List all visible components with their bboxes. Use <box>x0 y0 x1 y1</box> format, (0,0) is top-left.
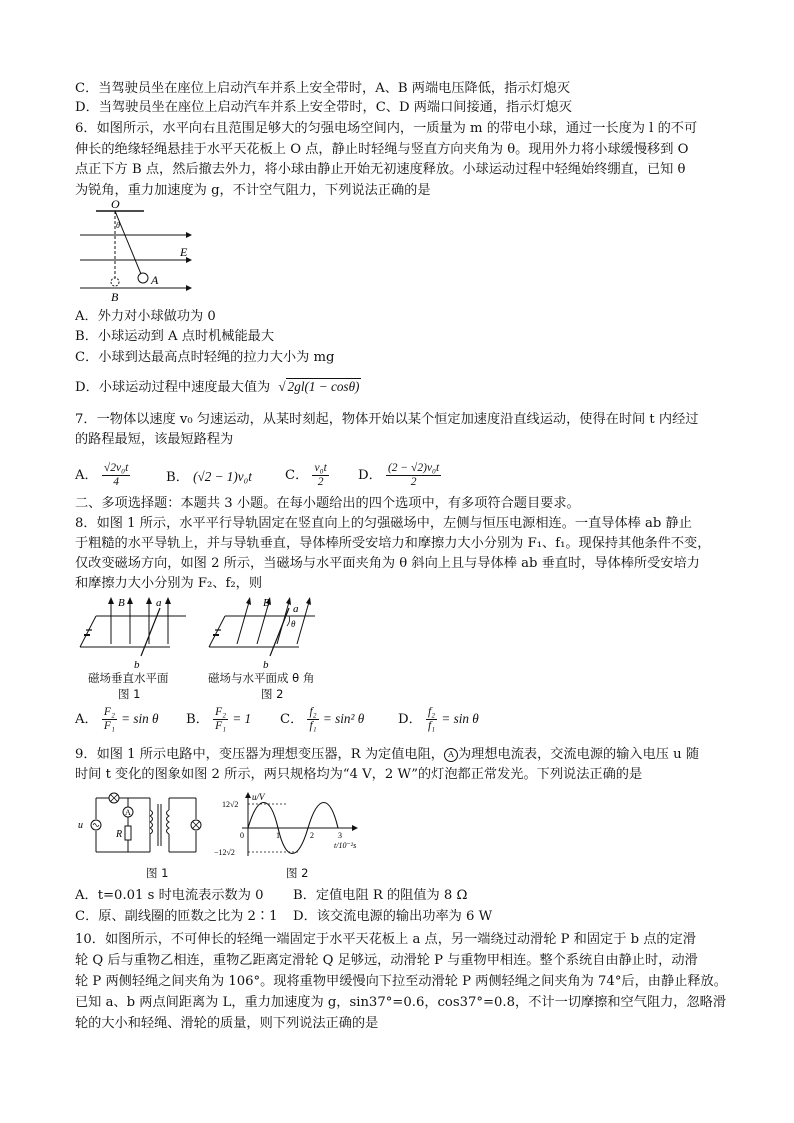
q7-option-b-expr: (√2 − 1)v₀t <box>193 469 252 484</box>
b-arrow-1 <box>237 602 249 644</box>
q8-option-c-fraction <box>307 706 318 733</box>
q8-option-c <box>280 706 364 733</box>
q6-option-d-text: D．小球运动过程中速度最大值为 <box>75 380 271 395</box>
b-arrow-4 <box>297 602 309 644</box>
q9-option-d: D．该交流电源的输出功率为 6 W <box>293 909 493 924</box>
ball-b-dashed <box>111 278 119 286</box>
q7-option-a-den: 4 <box>113 476 119 488</box>
rod-ab <box>270 608 289 656</box>
q9-figure-2-waveform <box>212 790 372 862</box>
q7-option-b <box>166 467 252 487</box>
label-b-field: B <box>118 597 125 609</box>
q10-stem-line-4: 已知 a、b 两点间距离为 L，重力加速度为 g，sin37°=0.6，cos37°=0.8，不计一切摩擦和空气阻力，忽略滑 <box>75 995 727 1010</box>
q8-option-c-den: f₁ <box>309 720 317 732</box>
q8-option-b-label: B． <box>186 712 209 727</box>
label-ytop: 12√2 <box>222 800 239 809</box>
q6-stem-line-3: 点正下方 B 点，然后撤去外力，将小球由静止开始无初速度释放。小球运动过程中轻绳始终绷直，已知 θ <box>75 162 686 177</box>
q10-stem-line-5: 轮的大小和轻绳、滑轮的质量，则下列说法正确的是 <box>75 1016 379 1031</box>
q9-option-c: C．原、副线圈的匝数之比为 2∶1 <box>75 909 278 924</box>
q6-option-d <box>75 377 361 397</box>
q7-option-d <box>358 462 441 489</box>
label-origin: 0 <box>240 831 244 840</box>
q8-option-a-label: A． <box>75 712 98 727</box>
q6-stem-line-2: 伸长的绝缘轻绳悬挂于水平天花板上 O 点，静止时轻绳与竖直方向夹角为 θ。现用外力将小球缓慢移到 O <box>75 142 689 157</box>
q10-stem-line-2: 轮 Q 后与重物乙相连，重物乙距离定滑轮 Q 足够远，动滑轮 P 与重物甲相连。整个系统自由静止时，动滑 <box>75 953 698 968</box>
q6-option-a: A．外力对小球做功为 0 <box>75 309 216 324</box>
q9-option-a: A．t=0.01 s 时电流表示数为 0 <box>75 888 264 903</box>
q7-stem-line-1: 7．一物体以速度 v₀ 匀速运动，从某时刻起，物体开始以某个恒定加速度沿直线运动，使得在时间 t 内经过 <box>75 412 699 427</box>
q8-option-a-fraction <box>102 706 117 733</box>
q6-option-c: C．小球到达最高点时轻绳的拉力大小为 mg <box>75 350 335 365</box>
q8-option-c-label: C． <box>280 712 304 727</box>
q6-option-b: B．小球运动到 A 点时机械能最大 <box>75 329 275 344</box>
ammeter-label: A <box>125 808 131 817</box>
q7-option-c-label: C． <box>285 468 309 483</box>
q7-option-d-fraction <box>386 462 441 489</box>
q8-option-d-num: f₂ <box>427 706 436 718</box>
q6-option-d-radicand: 2gl(1 − cosθ) <box>287 379 360 394</box>
q8-option-c-rhs: = sin² θ <box>322 711 365 726</box>
q8-stem-line-1: 8．如图 1 所示，水平平行导轨固定在竖直向上的匀强磁场中，左侧与恒压电源相连。一直导体棒 ab 静止 <box>75 516 692 531</box>
label-theta: θ <box>291 619 296 629</box>
q8-option-c-num: f₂ <box>309 706 317 718</box>
q5-option-d: D．当驾驶员坐在座位上启动汽车并系上安全带时，C、D 两端口间接通，指示灯熄灭 <box>75 100 572 115</box>
b-arrow-3 <box>277 602 289 644</box>
q6-stem-line-1: 6．如图所示，水平向右且范围足够大的匀强电场空间内，一质量为 m 的带电小球，通过一长度为 l 的不可 <box>75 121 698 136</box>
tick-3: 3 <box>338 831 342 840</box>
q8-option-a-rhs: = sin θ <box>121 711 159 726</box>
q7-option-c <box>285 462 329 489</box>
theta-arc <box>287 616 290 626</box>
q8-stem-line-2: 于粗糙的水平导轨上，并与导轨垂直，导体棒所受安培力和摩擦力大小分别为 F₁、f₁。现保持其他条件不变， <box>75 536 711 551</box>
rail-left <box>209 616 225 647</box>
ball-a <box>138 273 148 283</box>
resistor-r <box>125 826 131 840</box>
label-a: a <box>293 603 299 615</box>
tick-1: 1 <box>276 831 280 840</box>
q7-option-b-label: B． <box>166 470 189 485</box>
q8-option-a-num: F₂ <box>103 706 115 718</box>
q8-option-d-label: D． <box>398 712 422 727</box>
rail-left <box>80 616 96 647</box>
q8-figure-2-label: 图 2 <box>261 687 284 701</box>
label-ylabel: u/V <box>252 792 265 802</box>
q9-stem-1a: 9．如图 1 所示电路中，变压器为理想变压器，R 为定值电阻， <box>75 747 444 762</box>
q8-option-d <box>398 706 479 733</box>
q7-option-a-label: A． <box>75 468 98 483</box>
q8-stem-line-3: 仅改变磁场方向，如图 2 所示，当磁场与水平面夹角为 θ 斜向上且与导体棒 ab 垂直时，导体棒所受安培力 <box>75 556 700 571</box>
label-xlabel: t/10⁻²s <box>334 841 357 850</box>
q8-option-b-num: F₂ <box>215 706 227 718</box>
q8-option-a-den: F₁ <box>103 720 115 732</box>
q8-option-b-den: F₁ <box>215 720 227 732</box>
label-a: A <box>151 273 159 287</box>
q9-stem-line-1 <box>75 745 699 764</box>
primary-coil <box>150 810 153 834</box>
q8-option-a <box>75 706 159 733</box>
q7-stem-line-2: 的路程最短，该最短路程为 <box>75 432 234 447</box>
q9-stem-1b: 为理想电流表，交流电源的输入电压 u 随 <box>457 747 700 762</box>
q7-option-a-fraction <box>102 462 130 489</box>
q7-option-d-den: 2 <box>410 476 417 488</box>
q8-option-b-fraction <box>213 706 228 733</box>
ammeter-icon: A <box>444 748 458 762</box>
label-a: a <box>156 597 162 609</box>
q6-figure <box>78 198 203 308</box>
q7-option-d-label: D． <box>358 468 382 483</box>
label-u: u <box>78 820 83 831</box>
q8-figure-2-caption: 磁场与水平面成 θ 角 <box>208 671 315 685</box>
q8-figure-2 <box>207 594 319 672</box>
q8-option-b <box>186 706 251 733</box>
q7-option-c-den: 2 <box>317 476 324 488</box>
q10-stem-line-3: 轮 P 两侧轻绳之间夹角为 106°。现将重物甲缓慢向下拉至动滑轮 P 两侧轻绳之间夹角为 74°后，由静止释放。 <box>75 974 727 989</box>
label-b: B <box>111 290 119 304</box>
rod-ab <box>141 608 160 656</box>
label-e: E <box>180 245 188 259</box>
q6-stem-line-4: 为锐角，重力加速度为 g，不计空气阻力，下列说法正确的是 <box>75 183 431 198</box>
q9-figure-2-label: 图 2 <box>286 866 309 880</box>
q7-option-a <box>75 462 130 489</box>
q5-option-c: C．当驾驶员坐在座位上启动汽车并系上安全带时，A、B 两端电压降低，指示灯熄灭 <box>75 81 571 96</box>
q10-stem-line-1: 10．如图所示，不可伸长的轻绳一端固定于水平天花板上 a 点，另一端绕过动滑轮 P 和固定于 b 点的定滑 <box>75 932 696 947</box>
q7-option-c-fraction <box>312 462 328 489</box>
q9-option-b: B．定值电阻 R 的阻值为 8 Ω <box>293 888 468 903</box>
q9-figure-1-label: 图 1 <box>146 866 169 880</box>
label-b: b <box>263 659 269 671</box>
q7-option-c-num: v₀t <box>314 462 327 474</box>
q6-option-d-sqrt: √ 2gl(1 − cosθ) <box>278 379 360 394</box>
q8-figure-1-label: 图 1 <box>118 687 141 701</box>
q8-option-d-rhs: = sin θ <box>441 711 479 726</box>
tick-2: 2 <box>310 831 314 840</box>
label-b-field: B <box>263 597 270 609</box>
q8-option-d-fraction <box>426 706 437 733</box>
q9-figure-1-circuit <box>76 790 206 862</box>
label-theta: θ <box>116 221 120 230</box>
q8-stem-line-4: 和摩擦力大小分别为 F₂、f₂，则 <box>75 576 263 591</box>
label-b: b <box>134 659 140 671</box>
label-ybot: −12√2 <box>214 848 235 857</box>
q9-stem-line-2: 时间 t 变化的图象如图 2 所示，两只规格均为“4 V，2 W”的灯泡都正常发光。下列说法正确的是 <box>75 767 643 782</box>
label-r: R <box>116 829 123 840</box>
label-o: O <box>111 198 120 211</box>
q7-option-d-num: (2 − √2)v₀t <box>387 462 440 474</box>
secondary-coil <box>167 810 170 834</box>
q8-option-b-rhs: = 1 <box>232 711 252 726</box>
q7-option-a-num: √2v₀t <box>103 462 129 474</box>
q8-option-d-den: f₁ <box>427 720 436 732</box>
q8-figure-1-caption: 磁场垂直水平面 <box>88 671 169 685</box>
q8-figure-1 <box>78 594 190 672</box>
section-2-heading: 二、多项选择题：本题共 3 小题。在每小题给出的四个选项中，有多项符合题目要求。 <box>75 496 580 511</box>
